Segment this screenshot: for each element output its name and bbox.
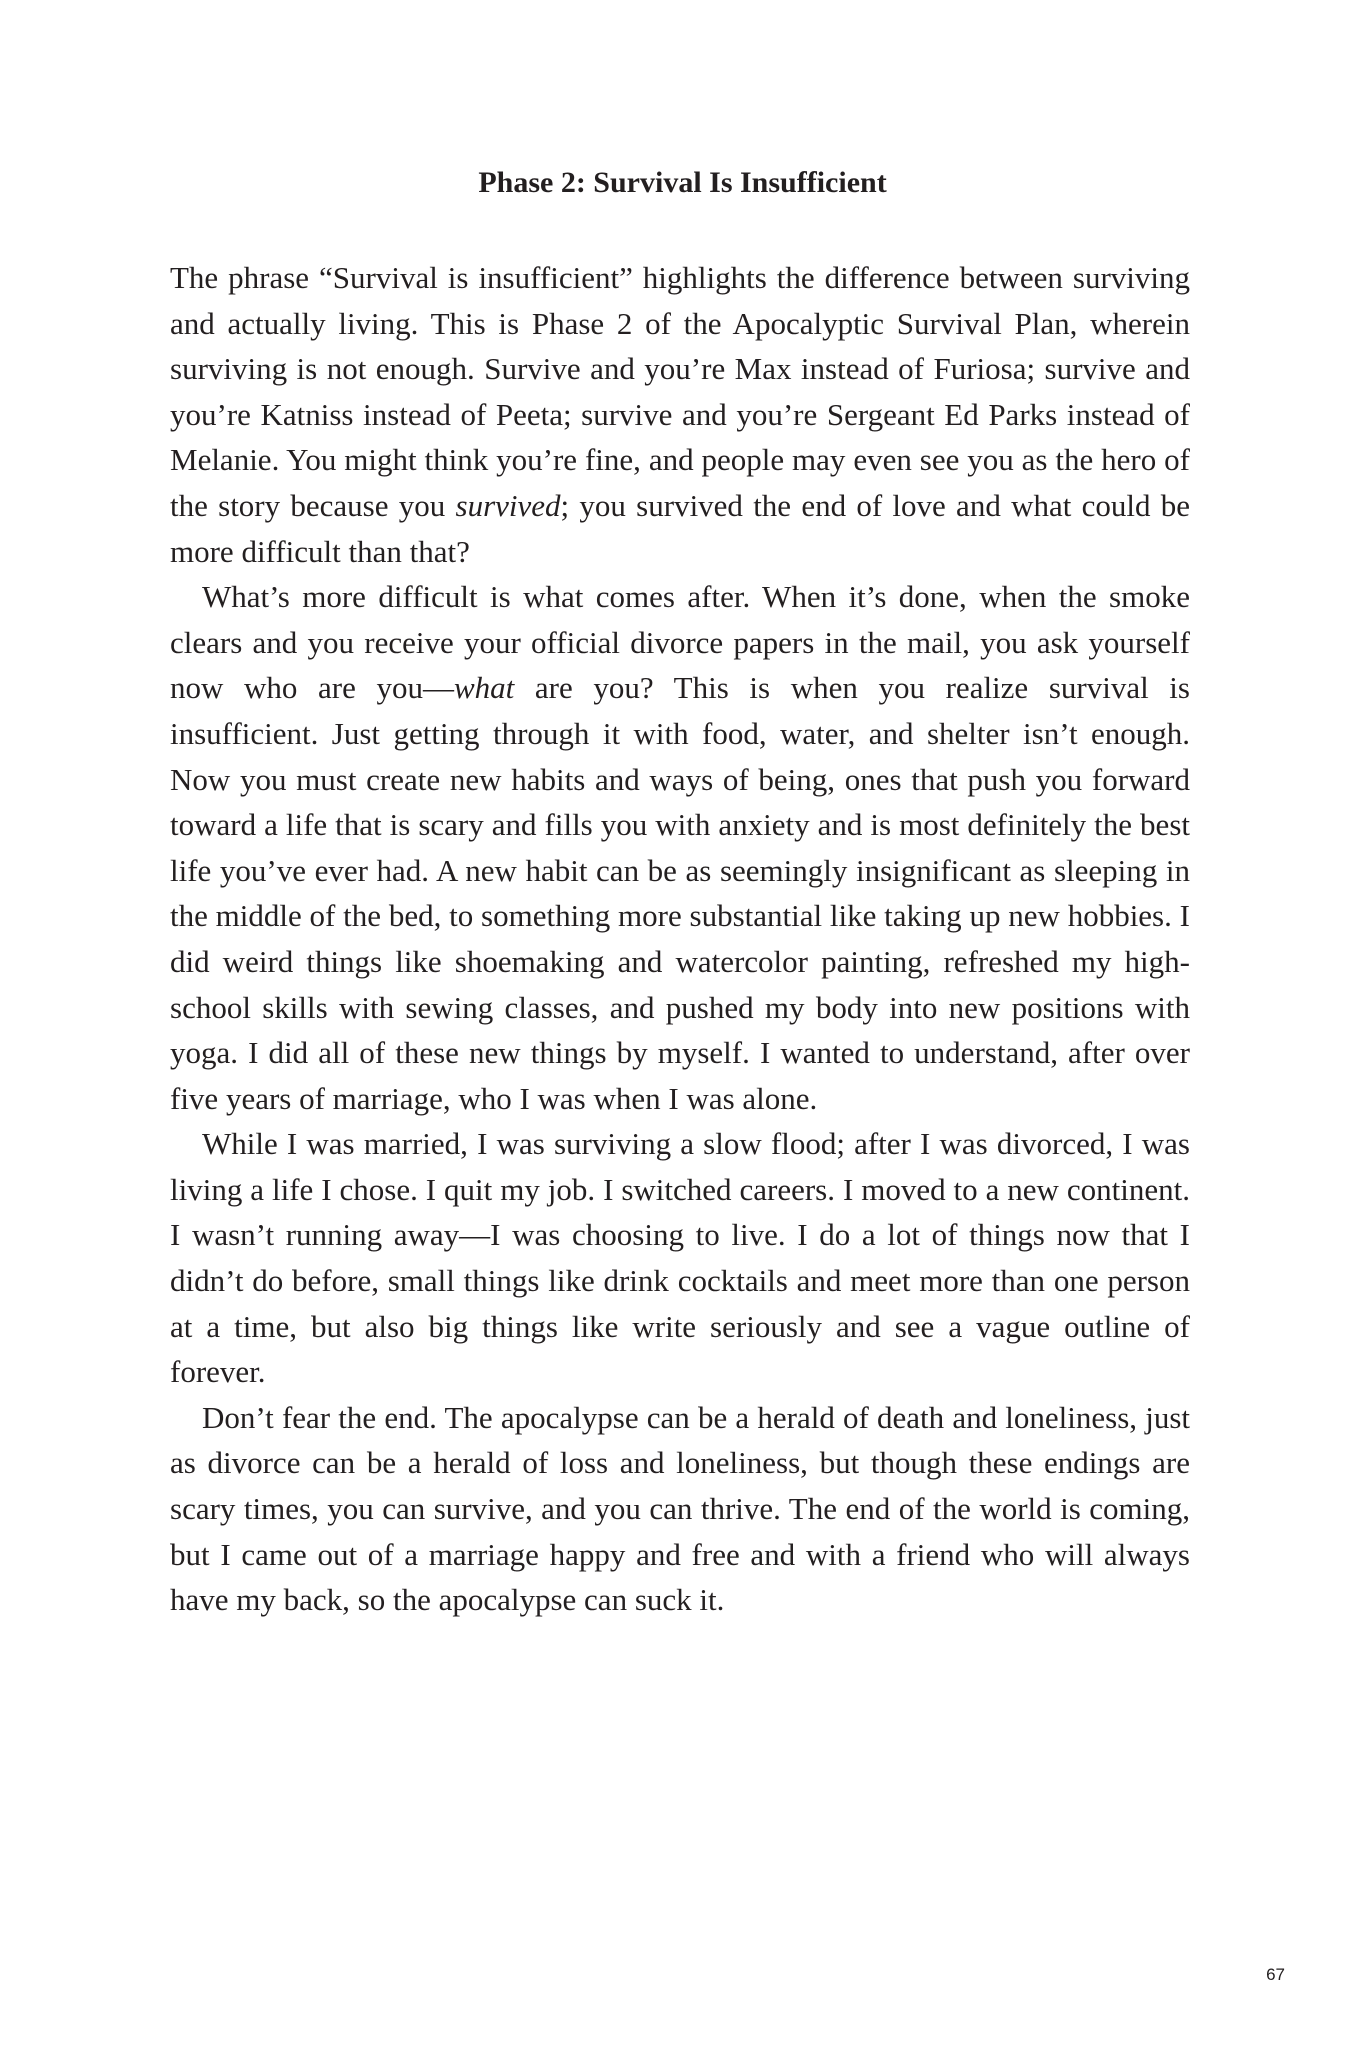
- paragraph-text: ; you survived the end of love and what could be more difficult than that?: [170, 487, 1190, 569]
- paragraph-4: [170, 1395, 1190, 1623]
- paragraph-2: [170, 574, 1190, 1121]
- body-text: [170, 255, 1190, 1623]
- paragraph-text: are you? This is when you realize survival is insufficient. Just getting through it with food, water, and shelter isn’t enough. Now you must create new habits and ways of being, ones that push you forward toward a life that is scary and fills you with anxiety and is most definitely the best life you’ve ever had. A new habit can be as seemingly insignificant as sleeping in the middle of the bed, to something more substantial like taking up new hobbies. I did weird things like shoemaking and watercolor painting, refreshed my high-school skills with sewing classes, and pushed my body into new positions with yoga. I did all of these new things by myself. I wanted to understand, after over five years of marriage, who I was when I was alone.: [170, 670, 1190, 1116]
- page-number: 67: [1266, 1965, 1285, 1984]
- paragraph-1: [170, 255, 1190, 574]
- paragraph-text: What’s more difficult is what comes after. When it’s done, when the smoke clears and you receive your official divorce papers in the mail, you ask yourself now who are you—: [170, 579, 1190, 706]
- paragraph-text: The phrase “Survival is insufficient” highlights the difference between surviving and actually living. This is Phase 2 of the Apocalyptic Survival Plan, wherein surviving is not enough. Survive and you’re Max instead of Furiosa; survive and you’re Katniss instead of Peeta; survive and you’re Sergeant Ed Parks instead of Melanie. You might think you’re fine, and people may even see you as the hero of the story because you: [170, 260, 1190, 523]
- emphasis-text: what: [453, 670, 515, 706]
- paragraph-3: [170, 1121, 1190, 1395]
- paragraph-text: While I was married, I was surviving a slow flood; after I was divorced, I was living a life I chose. I quit my job. I switched careers. I moved to a new continent. I wasn’t running away—I was choosing to live. I do a lot of things now that I didn’t do before, small things like drink cocktails and meet more than one person at a time, but also big things like write seriously and see a vague outline of forever.: [170, 1126, 1190, 1390]
- paragraph-text: Don’t fear the end. The apocalypse can be a herald of death and loneliness, just as divorce can be a herald of loss and loneliness, but though these endings are scary times, you can survive, and you can thrive. The end of the world is coming, but I came out of a marriage happy and free and with a friend who will always have my back, so the apocalypse can suck it.: [170, 1399, 1190, 1618]
- section-heading: Phase 2: Survival Is Insufficient: [478, 166, 887, 199]
- emphasis-text: survived: [455, 487, 561, 523]
